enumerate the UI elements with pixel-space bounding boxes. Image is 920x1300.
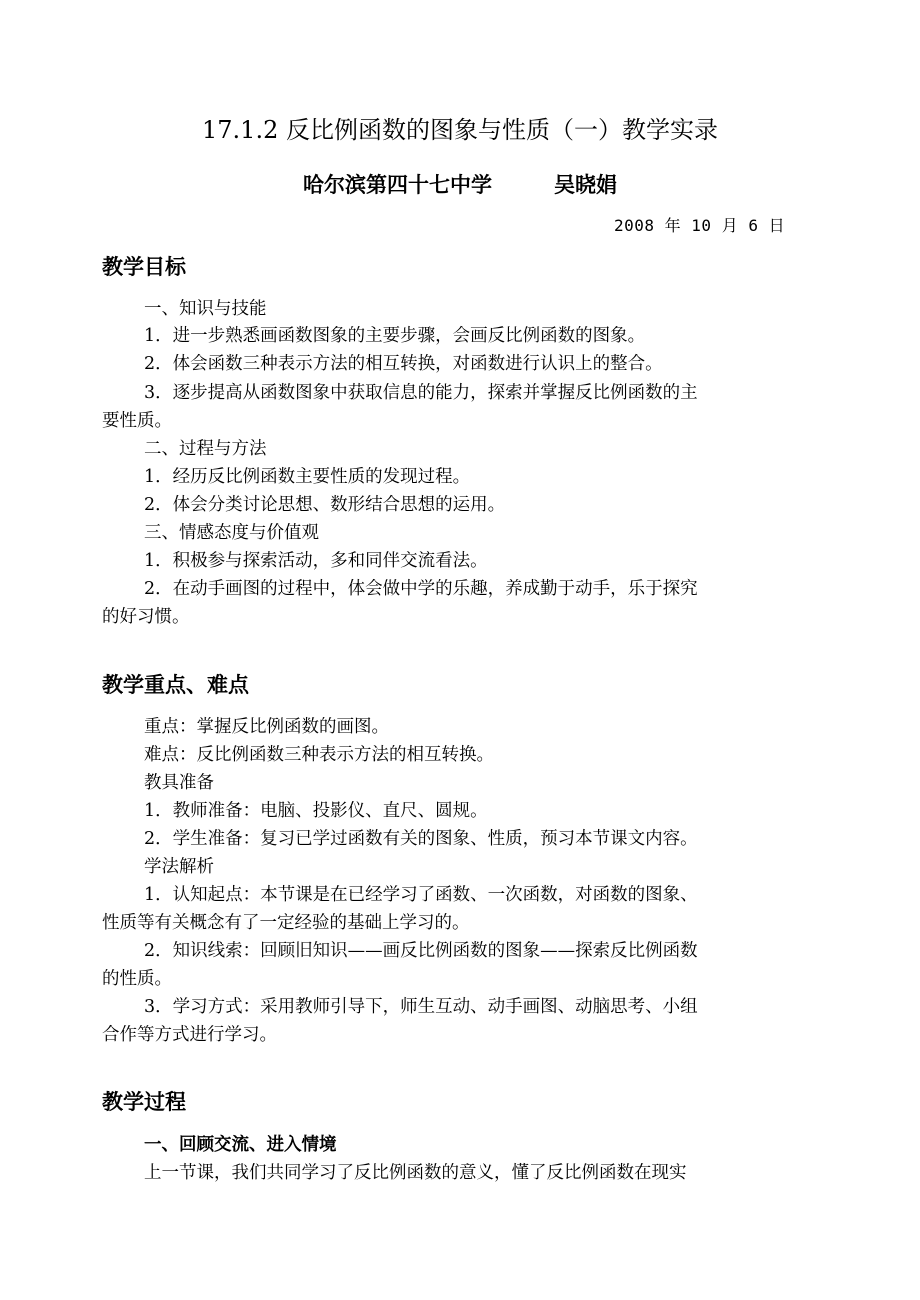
list-item: 3．学习方式：采用教师引导下，师生互动、动手画图、动脑思考、小组 xyxy=(144,997,698,1017)
list-item: 2．在动手画图的过程中，体会做中学的乐趣，养成勤于动手，乐于探究 xyxy=(144,579,698,599)
paragraph: 上一节课，我们共同学习了反比例函数的意义，懂了反比例函数在现实 xyxy=(144,1163,687,1183)
author-line xyxy=(0,170,920,200)
list-item: 2．知识线索：回顾旧知识——画反比例函数的图象——探索反比例函数 xyxy=(144,941,698,961)
subheading-tools: 教具准备 xyxy=(144,773,214,793)
list-item-continuation: 的好习惯。 xyxy=(102,607,190,627)
list-item: 2．体会函数三种表示方法的相互转换，对函数进行认识上的整合。 xyxy=(144,354,663,374)
list-item: 2．学生准备：复习已学过函数有关的图象、性质，预习本节课文内容。 xyxy=(144,829,698,849)
difficulty-text: 难点：反比例函数三种表示方法的相互转换。 xyxy=(144,745,494,765)
school-name: 哈尔滨第四十七中学 xyxy=(303,173,492,197)
list-item-continuation: 的性质。 xyxy=(102,969,172,989)
list-item: 2．体会分类讨论思想、数形结合思想的运用。 xyxy=(144,495,506,515)
subheading-attitude: 三、情感态度与价值观 xyxy=(144,523,319,543)
list-item-continuation: 性质等有关概念有了一定经验的基础上学习的。 xyxy=(102,913,470,933)
subheading-knowledge: 一、知识与技能 xyxy=(144,299,267,319)
list-item: 1．进一步熟悉画函数图象的主要步骤，会画反比例函数的图象。 xyxy=(144,326,646,346)
subheading-method: 学法解析 xyxy=(144,857,214,877)
focus-text: 重点：掌握反比例函数的画图。 xyxy=(144,717,389,737)
list-item: 1．积极参与探索活动，多和同伴交流看法。 xyxy=(144,551,488,571)
list-item: 1．教师准备：电脑、投影仪、直尺、圆规。 xyxy=(144,801,488,821)
author-name: 吴晓娟 xyxy=(554,173,617,197)
subheading-review: 一、回顾交流、进入情境 xyxy=(144,1135,337,1155)
list-item: 1．认知起点：本节课是在已经学习了函数、一次函数，对函数的图象、 xyxy=(144,885,698,905)
document-title: 17.1.2 反比例函数的图象与性质（一）教学实录 xyxy=(202,116,718,144)
section-heading-objectives: 教学目标 xyxy=(102,255,186,279)
section-heading-key-points: 教学重点、难点 xyxy=(102,673,249,697)
subheading-process: 二、过程与方法 xyxy=(144,439,267,459)
list-item-continuation: 合作等方式进行学习。 xyxy=(102,1025,277,1045)
section-heading-process: 教学过程 xyxy=(102,1090,186,1114)
list-item-continuation: 要性质。 xyxy=(102,411,172,431)
document-date: 2008 年 10 月 6 日 xyxy=(614,216,786,235)
list-item: 1．经历反比例函数主要性质的发现过程。 xyxy=(144,467,471,487)
list-item: 3．逐步提高从函数图象中获取信息的能力，探索并掌握反比例函数的主 xyxy=(144,383,698,403)
